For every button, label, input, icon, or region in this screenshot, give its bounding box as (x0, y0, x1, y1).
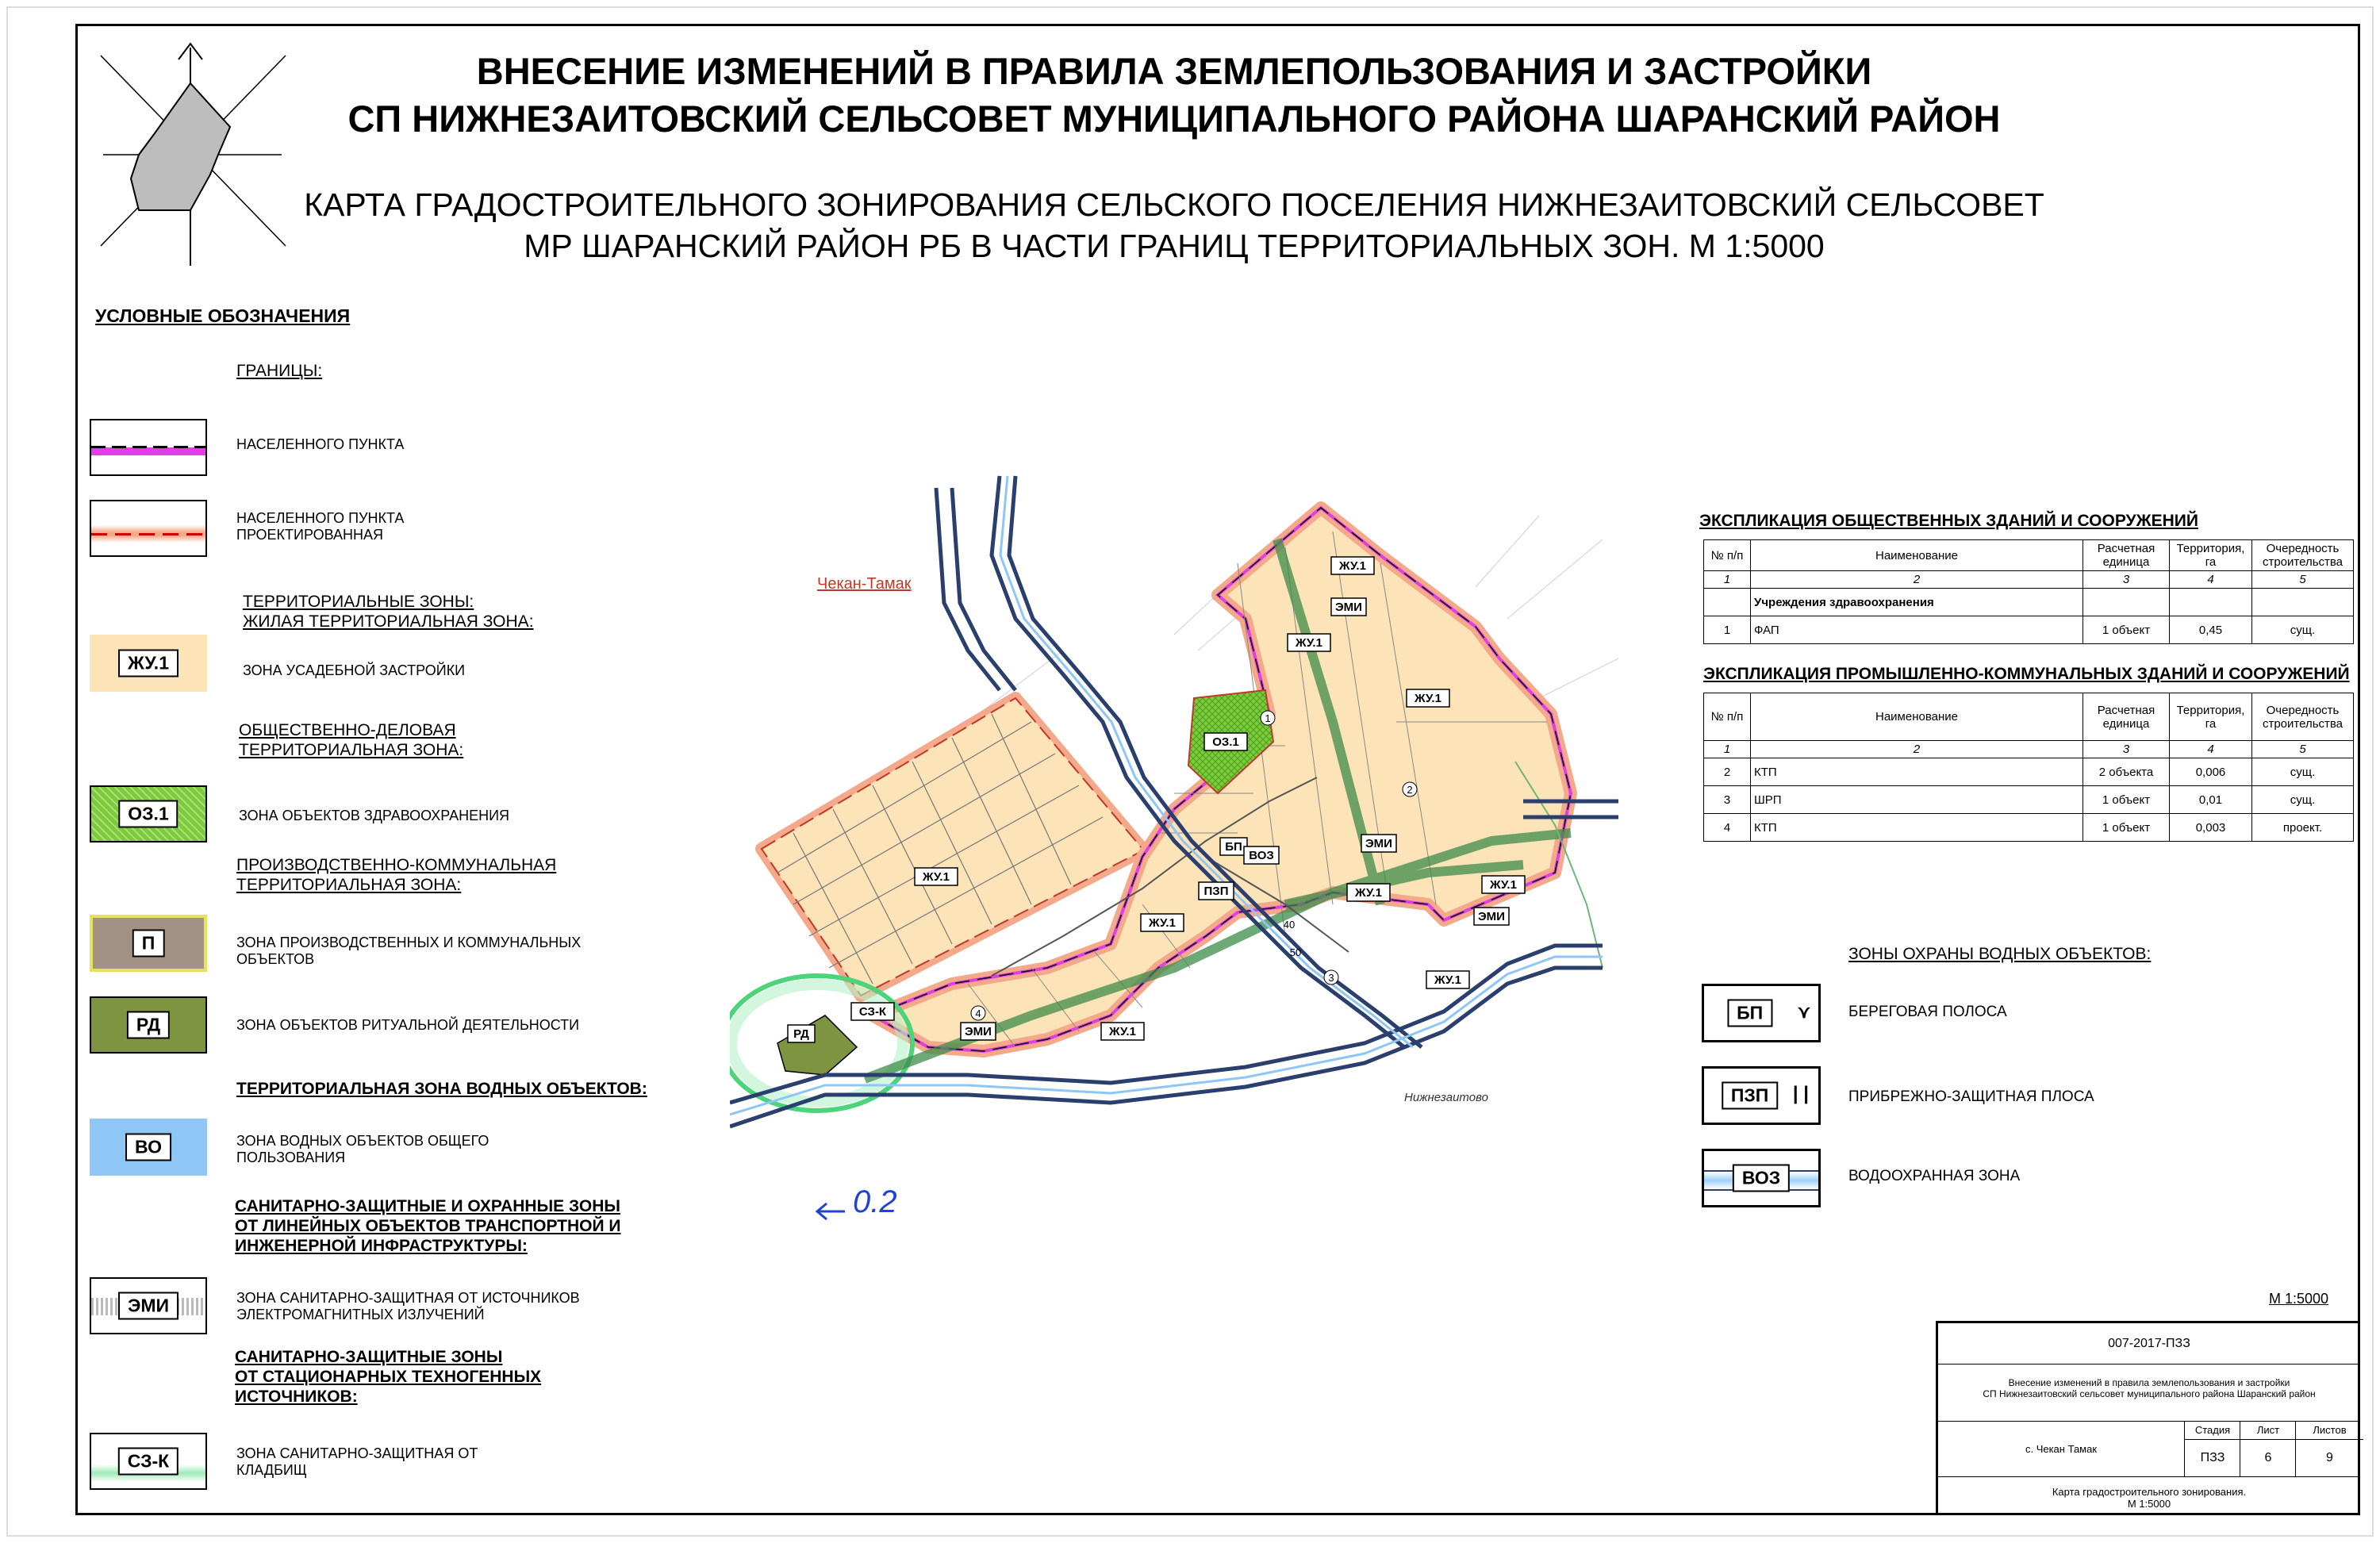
village-south-label: Нижнезаитово (1404, 1091, 1488, 1104)
map-label-oz1: ОЗ.1 (1212, 735, 1239, 749)
table2 (1703, 693, 2354, 842)
zoning-map[interactable] (730, 460, 1666, 1253)
water-bp-text: БЕРЕГОВАЯ ПОЛОСА (1848, 1004, 2007, 1020)
legend-zu1-text: ЗОНА УСАДЕБНОЙ ЗАСТРОЙКИ (243, 662, 466, 678)
village-north-label: Чекан-Тамак (817, 575, 912, 593)
water-swatch-voz: ВОЗ (1702, 1149, 1821, 1207)
map-label-c3: 3 (1328, 972, 1334, 984)
water-swatch-bp: БП ⋎ (1702, 984, 1821, 1042)
water-zones-title: ЗОНЫ ОХРАНЫ ВОДНЫХ ОБЪЕКТОВ: (1848, 945, 2152, 963)
bp-marker-icon: ⋎ (1797, 1002, 1810, 1022)
stamp-footer: Карта градостроительного зонирования. М 1:5000 (2052, 1486, 2247, 1510)
table1 (1703, 539, 2354, 644)
scale-label: М 1:5000 (2269, 1291, 2329, 1307)
table-row: 1 2 3 4 5 (1704, 741, 2354, 758)
map-label-emi: ЭМИ (1478, 910, 1505, 923)
title-block (1936, 1321, 2360, 1515)
water-pzp-text: ПРИБРЕЖНО-ЗАЩИТНАЯ ПЛОСА (1848, 1088, 2094, 1105)
map-label-zu1: ЖУ.1 (923, 870, 950, 884)
table-row: 4 КТП 1 объект 0,003 проект. (1704, 814, 2354, 842)
zone-cemetery[interactable] (730, 976, 912, 1111)
table-row: 1 2 3 4 5 (1704, 571, 2354, 589)
water-swatch-pzp: ПЗП | | (1702, 1066, 1821, 1125)
table-row: № п/п Наименование Расчетная единица Территория, га Очередность строительства (1704, 693, 2354, 741)
map-label-c4: 4 (975, 1008, 981, 1019)
map-label-emi: ЭМИ (965, 1025, 992, 1038)
legend-swatch-oz1: ОЗ.1 (90, 785, 207, 843)
legend-p-text: ЗОНА ПРОИЗВОДСТВЕННЫХ И КОММУНАЛЬНЫХ ОБЪЕКТОВ (236, 935, 582, 967)
map-subtitle: КАРТА ГРАДОСТРОИТЕЛЬНОГО ЗОНИРОВАНИЯ СЕЛЬСКОГО ПОСЕЛЕНИЯ НИЖНЕЗАИТОВСКИЙ СЕЛЬСОВЕТ МР ШАРАНСКИЙ РАЙОН РБ В ЧАСТИ ГРАНИЦ ТЕРРИТОРИАЛЬНЫХ ЗОН. М 1:5000 (304, 186, 2044, 264)
table-row: 1 ФАП 1 объект 0,45 сущ. (1704, 616, 2354, 644)
legend-swatch-p: П (90, 915, 207, 972)
stamp-code: 007-2017-ПЗЗ (1938, 1323, 2360, 1365)
legend-swatch-szk: СЗ-К (90, 1433, 207, 1490)
legend-swatch-vo: ВО (90, 1119, 207, 1176)
map-label-zu1: ЖУ.1 (1415, 692, 1441, 705)
legend-vo-head: ТЕРРИТОРИАЛЬНАЯ ЗОНА ВОДНЫХ ОБЪЕКТОВ: (236, 1080, 647, 1098)
legend-boundaries-head: ГРАНИЦЫ: (236, 362, 323, 380)
legend-swatch-emi: ЭМИ (90, 1277, 207, 1334)
table-row: № п/п Наименование Расчетная единица Территория, га Очередность строительства (1704, 540, 2354, 571)
water-voz-text: ВОДООХРАННАЯ ЗОНА (1848, 1168, 2021, 1184)
legend-oz1-text: ЗОНА ОБЪЕКТОВ ЗДРАВООХРАНЕНИЯ (239, 808, 510, 823)
river-arrow-icon (817, 1203, 845, 1219)
river-label: 0.2 (853, 1184, 897, 1219)
map-label-emi: ЭМИ (1335, 601, 1362, 614)
legend-swatch-rd: РД (90, 996, 207, 1054)
map-label-n50: 50 (1289, 946, 1302, 958)
legend-boundary-text: НАСЕЛЕННОГО ПУНКТА (236, 436, 405, 452)
map-label-zu1: ЖУ.1 (1109, 1025, 1136, 1038)
map-label-zu1: ЖУ.1 (1149, 916, 1176, 930)
map-label-szk: СЗ-К (858, 1005, 887, 1019)
map-label-rd: РД (793, 1027, 809, 1041)
map-label-zu1: ЖУ.1 (1339, 559, 1366, 573)
map-label-zu1: ЖУ.1 (1355, 886, 1382, 900)
main-title: ВНЕСЕНИЕ ИЗМЕНЕНИЙ В ПРАВИЛА ЗЕМЛЕПОЛЬЗОВАНИЯ И ЗАСТРОЙКИ СП НИЖНЕЗАИТОВСКИЙ СЕЛЬСОВЕТ МУНИЦИПАЛЬНОГО РАЙОНА ШАРАНСКИЙ РАЙОН (347, 50, 2001, 140)
map-label-emi: ЭМИ (1365, 837, 1392, 850)
legend-sz-head: САНИТАРНО-ЗАЩИТНЫЕ И ОХРАННЫЕ ЗОНЫ ОТ ЛИНЕЙНЫХ ОБЪЕКТОВ ТРАНСПОРТНОЙ И ИНЖЕНЕРНОЙ ИНФРАСТРУКТУРЫ: (235, 1197, 621, 1255)
map-label-c2: 2 (1407, 784, 1413, 796)
legend-szt-head: САНИТАРНО-ЗАЩИТНЫЕ ЗОНЫ ОТ СТАЦИОНАРНЫХ ТЕХНОГЕННЫХ ИСТОЧНИКОВ: (235, 1348, 542, 1406)
map-label-n40: 40 (1283, 919, 1296, 931)
map-label-pzp: ПЗП (1203, 885, 1229, 898)
pzp-marker-icon: | | (1792, 1083, 1809, 1104)
table-row: Учреждения здравоохранения (1704, 589, 2354, 616)
table-row: 3 ШРП 1 объект 0,01 сущ. (1704, 786, 2354, 814)
legend-swatch-boundary (90, 419, 207, 476)
map-label-c1: 1 (1265, 712, 1271, 724)
table1-title: ЭКСПЛИКАЦИЯ ОБЩЕСТВЕННЫХ ЗДАНИЙ И СООРУЖЕНИЙ (1699, 512, 2198, 530)
map-label-bp: БП (1225, 840, 1242, 854)
legend-swatch-zu1: ЖУ.1 (90, 635, 207, 692)
map-label-zu1: ЖУ.1 (1490, 878, 1517, 892)
legend-rd-text: ЗОНА ОБЪЕКТОВ РИТУАЛЬНОЙ ДЕЯТЕЛЬНОСТИ (236, 1017, 580, 1033)
wind-rose-icon (91, 40, 290, 270)
map-label-zu1: ЖУ.1 (1296, 636, 1322, 650)
stamp-meta: с. Чекан Тамак Стадия ПЗЗ Лист 6 Листов 9 (1938, 1422, 2360, 1477)
table-row: 2 КТП 2 объекта 0,006 сущ. (1704, 758, 2354, 786)
legend-obd-head: ОБЩЕСТВЕННО-ДЕЛОВАЯ ТЕРРИТОРИАЛЬНАЯ ЗОНА: (239, 721, 464, 759)
legend-boundary-proj-text: НАСЕЛЕННОГО ПУНКТА ПРОЕКТИРОВАННАЯ (236, 510, 405, 543)
legend-emi-text: ЗОНА САНИТАРНО-ЗАЩИТНАЯ ОТ ИСТОЧНИКОВ ЭЛЕКТРОМАГНИТНЫХ ИЗЛУЧЕНИЙ (236, 1290, 580, 1322)
legend-terr-head: ТЕРРИТОРИАЛЬНЫЕ ЗОНЫ: ЖИЛАЯ ТЕРРИТОРИАЛЬНАЯ ЗОНА: (243, 593, 534, 631)
table2-title: ЭКСПЛИКАЦИЯ ПРОМЫШЛЕННО-КОММУНАЛЬНЫХ ЗДАНИЙ И СООРУЖЕНИЙ (1703, 665, 2350, 683)
legend-vo-text: ЗОНА ВОДНЫХ ОБЪЕКТОВ ОБЩЕГО ПОЛЬЗОВАНИЯ (236, 1133, 489, 1165)
map-label-voz: ВОЗ (1249, 849, 1274, 862)
legend-heading: УСЛОВНЫЕ ОБОЗНАЧЕНИЯ (95, 305, 351, 326)
legend-szk-text: ЗОНА САНИТАРНО-ЗАЩИТНАЯ ОТ КЛАДБИЩ (236, 1445, 478, 1478)
legend-swatch-boundary-proj (90, 500, 207, 557)
map-label-zu1: ЖУ.1 (1434, 973, 1461, 987)
stamp-desc: Внесение изменений в правила землепользования и застройки СП Нижнезаитовский сельсовет муниципального района Шаранский район (1938, 1365, 2360, 1422)
legend-pk-head: ПРОИЗВОДСТВЕННО-КОММУНАЛЬНАЯ ТЕРРИТОРИАЛЬНАЯ ЗОНА: (236, 856, 557, 894)
